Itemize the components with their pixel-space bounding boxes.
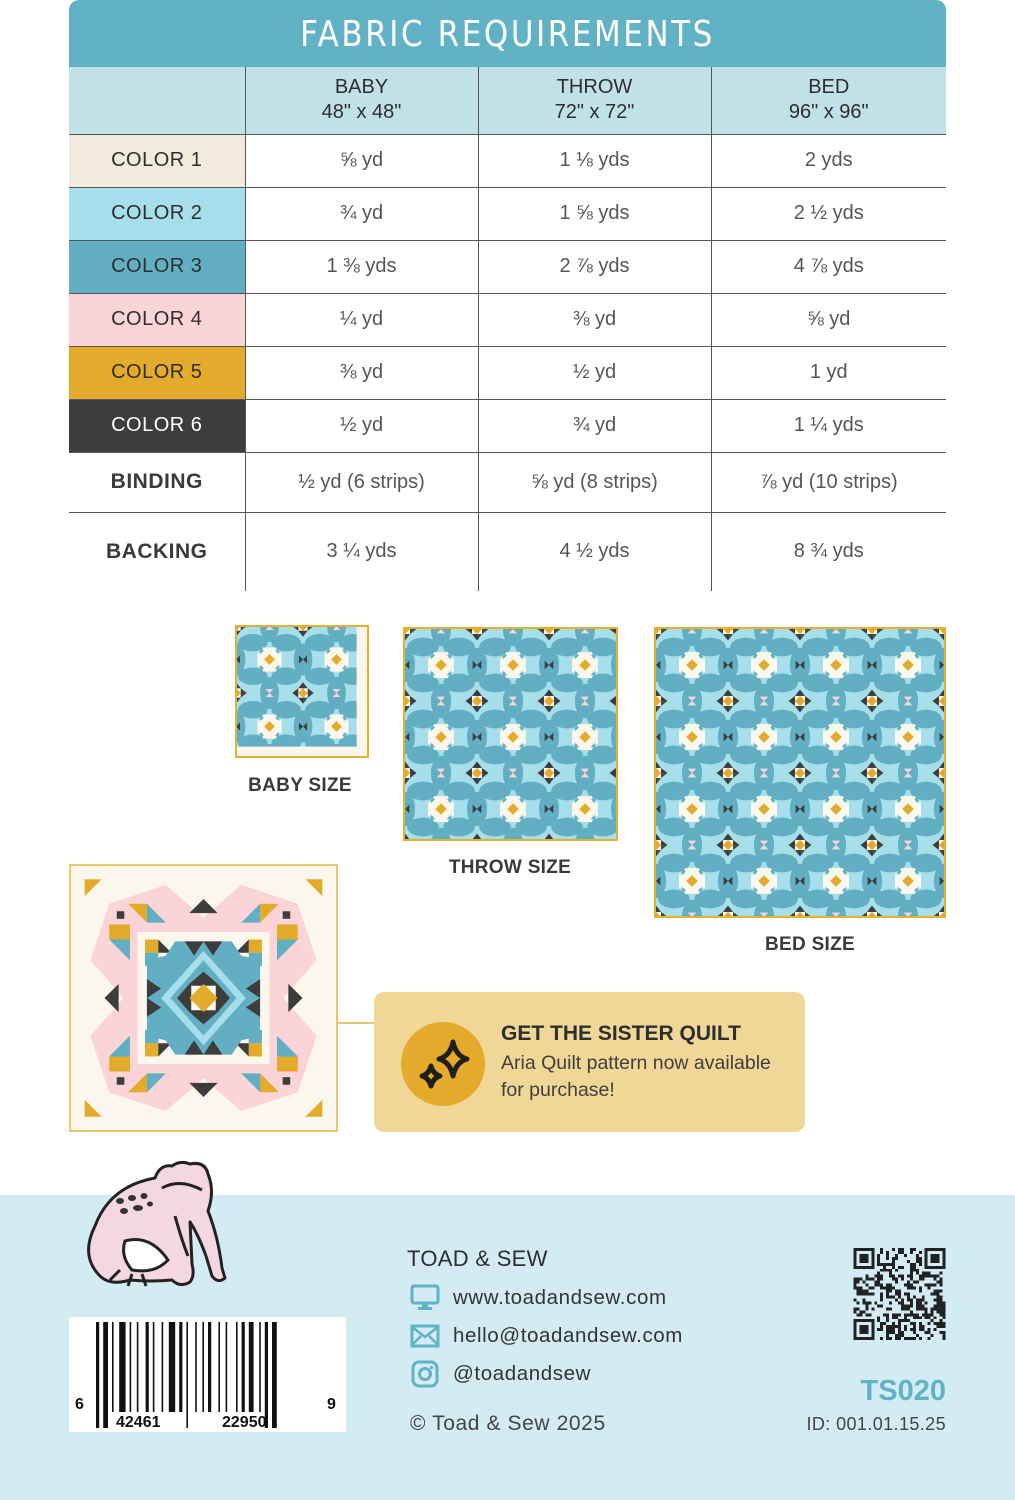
envelope-icon — [409, 1321, 441, 1351]
yardage-cell: ¾ yd — [478, 399, 711, 452]
yardage-cell: ⅝ yd — [245, 134, 478, 187]
table-row — [69, 346, 946, 399]
row-label: COLOR 2 — [69, 187, 245, 240]
website-text: www.toadandsew.com — [453, 1286, 667, 1309]
row-label: COLOR 4 — [69, 293, 245, 346]
instagram-icon — [409, 1359, 441, 1389]
sister-quilt-image[interactable] — [69, 864, 338, 1132]
fabric-requirements-table — [69, 0, 946, 591]
yardage-cell: 1 yd — [711, 346, 946, 399]
table-title-bar — [69, 0, 946, 67]
header-corner — [69, 67, 245, 134]
table-row — [69, 240, 946, 293]
promo-connector-line — [338, 1022, 374, 1024]
baby-quilt-preview — [235, 625, 369, 758]
svg-text:6: 6 — [75, 1396, 84, 1413]
promo-body: Aria Quilt pattern now available for purchase! — [501, 1052, 771, 1101]
table-row — [69, 452, 946, 512]
throw-quilt-preview — [403, 627, 618, 841]
pattern-sku: TS020 — [860, 1375, 946, 1407]
qr-code[interactable] — [853, 1248, 946, 1340]
quilt-pattern-image — [237, 627, 369, 758]
baby-size-label: BABY SIZE — [248, 775, 352, 796]
yardage-cell: ⅜ yd — [245, 346, 478, 399]
brand-name: TOAD & SEW — [407, 1246, 548, 1271]
yardage-cell: ¼ yd — [245, 293, 478, 346]
copyright-text: © Toad & Sew 2025 — [410, 1412, 606, 1435]
yardage-cell: 8 ¾ yds — [711, 512, 946, 591]
pattern-id: ID: 001.01.15.25 — [806, 1414, 946, 1434]
aria-quilt-illustration — [71, 866, 336, 1130]
table-row — [69, 293, 946, 346]
promo-title: GET THE SISTER QUILT — [501, 1022, 741, 1045]
svg-text:22950: 22950 — [222, 1414, 267, 1431]
yardage-cell: ⅝ yd (8 strips) — [478, 452, 711, 512]
bed-size-label: BED SIZE — [764, 934, 856, 955]
yardage-cell: 3 ¼ yds — [245, 512, 478, 591]
row-label: COLOR 3 — [69, 240, 245, 293]
promo-icon-circle — [401, 1022, 485, 1106]
svg-text:9: 9 — [327, 1396, 336, 1413]
yardage-cell: ⅞ yd (10 strips) — [711, 452, 946, 512]
yardage-cell: ¾ yd — [245, 187, 478, 240]
yardage-cell: ½ yd (6 strips) — [245, 452, 478, 512]
yardage-cell: 2 yds — [711, 134, 946, 187]
requirements-grid — [69, 67, 946, 591]
bed-quilt-preview — [654, 627, 946, 918]
column-header-baby: BABY 48" x 48" — [245, 67, 478, 134]
barcode-image — [69, 1317, 346, 1432]
email-text: hello@toadandsew.com — [453, 1324, 683, 1347]
row-label: BINDING — [69, 452, 245, 512]
throw-size-label: THROW SIZE — [448, 857, 572, 878]
yardage-cell: ½ yd — [245, 399, 478, 452]
table-row — [69, 399, 946, 452]
yardage-cell: ⅜ yd — [478, 293, 711, 346]
upc-barcode — [69, 1317, 346, 1432]
header-row — [69, 67, 946, 134]
yardage-cell: ½ yd — [478, 346, 711, 399]
instagram-link[interactable] — [409, 1359, 591, 1389]
website-link[interactable] — [409, 1283, 667, 1313]
qr-code-image — [853, 1248, 946, 1340]
toad-mascot-illustration — [80, 1156, 230, 1301]
instagram-text: @toadandsew — [453, 1362, 591, 1385]
quilt-pattern-image — [405, 629, 618, 841]
row-label: COLOR 6 — [69, 399, 245, 452]
table-title: FABRIC REQUIREMENTS — [130, 0, 884, 67]
yardage-cell: 2 ⅞ yds — [478, 240, 711, 293]
yardage-cell: 2 ½ yds — [711, 187, 946, 240]
monitor-icon — [409, 1283, 441, 1313]
svg-text:42461: 42461 — [116, 1414, 161, 1431]
sister-quilt-promo[interactable] — [374, 992, 805, 1132]
row-label: COLOR 5 — [69, 346, 245, 399]
column-header-bed: BED 96" x 96" — [711, 67, 946, 134]
yardage-cell: ⅝ yd — [711, 293, 946, 346]
table-row — [69, 512, 946, 591]
row-label: BACKING — [69, 512, 245, 591]
yardage-cell: 1 ⅜ yds — [245, 240, 478, 293]
sparkles-icon — [401, 1022, 485, 1106]
quilt-pattern-image — [656, 629, 946, 918]
row-label: COLOR 1 — [69, 134, 245, 187]
table-row — [69, 187, 946, 240]
email-link[interactable] — [409, 1321, 683, 1351]
column-header-throw: THROW 72" x 72" — [478, 67, 711, 134]
toad-icon — [80, 1156, 230, 1296]
table-row — [69, 134, 946, 187]
yardage-cell: 4 ½ yds — [478, 512, 711, 591]
yardage-cell: 1 ¼ yds — [711, 399, 946, 452]
yardage-cell: 1 ⅝ yds — [478, 187, 711, 240]
yardage-cell: 1 ⅛ yds — [478, 134, 711, 187]
yardage-cell: 4 ⅞ yds — [711, 240, 946, 293]
